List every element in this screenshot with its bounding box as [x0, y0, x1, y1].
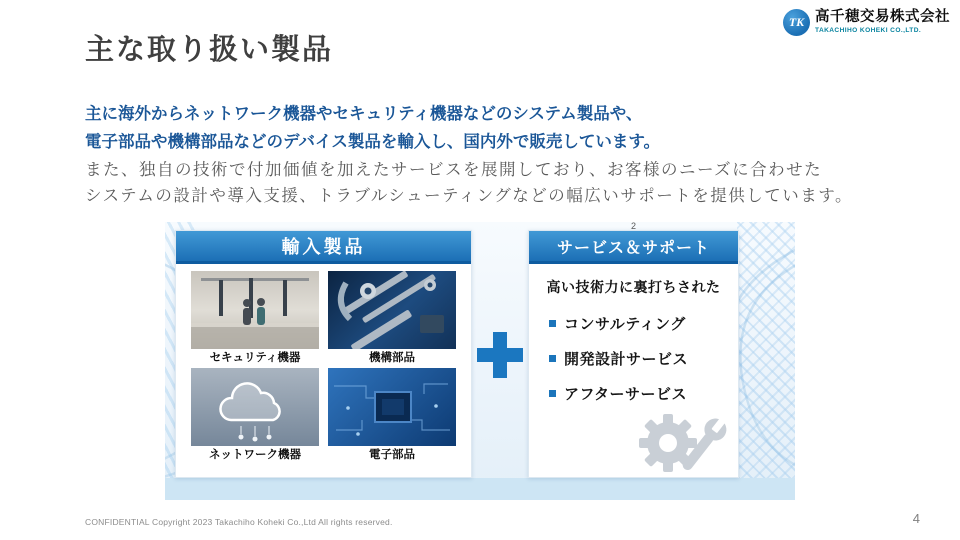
service-support-header: サービス＆サポート	[529, 231, 738, 264]
product-label-mechanical: 機構部品	[369, 352, 415, 364]
products-diagram	[165, 222, 795, 500]
tk-logo-icon: TK	[783, 9, 810, 36]
page-title: 主な取り扱い製品	[85, 34, 334, 66]
security-equipment-image	[191, 271, 319, 349]
service-bullet-consulting: コンサルティング	[564, 316, 686, 333]
bottom-band-decoration	[165, 478, 795, 500]
intro-gray-paragraph	[85, 157, 853, 209]
electronic-parts-image	[328, 368, 456, 446]
right-mesh-decoration	[737, 222, 795, 500]
imported-products-panel	[175, 230, 472, 478]
service-bullet-aftersales: アフターサービス	[564, 386, 687, 403]
company-logo	[783, 9, 950, 36]
company-name-jp: 高千穂交易株式会社	[815, 9, 950, 25]
intro-gray-line2: システムの設計や導入支援、トラブルシューティングなどの幅広いサポートを提供しています。	[85, 187, 853, 205]
bullet-square-icon	[549, 355, 556, 362]
service-support-panel	[528, 221, 739, 478]
service-bullet-list	[549, 313, 738, 404]
product-cell-security	[190, 271, 320, 365]
bullet-square-icon	[549, 320, 556, 327]
gear-wrench-icon	[634, 397, 734, 477]
mechanical-parts-image	[328, 271, 456, 349]
product-cell-network	[190, 368, 320, 462]
list-item	[549, 348, 738, 369]
imported-products-header: 輸入製品	[176, 231, 471, 264]
intro-gray-line1: また、独自の技術で付加価値を加えたサービスを展開しており、お客様のニーズに合わせた	[85, 161, 823, 179]
intro-blue-line2: 電子部品や機構部品などのデバイス製品を輸入し、国内外で販売しています。	[85, 133, 661, 151]
product-label-network: ネットワーク機器	[209, 449, 301, 461]
product-cell-electronic	[327, 368, 457, 462]
product-label-electronic: 電子部品	[369, 449, 415, 461]
page-number: 4	[912, 511, 920, 526]
intro-blue-paragraph	[85, 100, 660, 156]
plus-icon	[477, 332, 523, 378]
service-bullet-development: 開発設計サービス	[564, 351, 689, 368]
list-item	[549, 313, 738, 334]
company-name-en: TAKACHIHO KOHEKI CO.,LTD.	[815, 26, 922, 34]
confidential-note: CONFIDENTIAL Copyright 2023 Takachiho Koheki Co.,Ltd All rights reserved.	[85, 517, 393, 527]
network-equipment-image	[191, 368, 319, 446]
intro-blue-line1: 主に海外からネットワーク機器やセキュリティ機器などのシステム製品や、	[85, 105, 643, 123]
footnote-marker: 2	[631, 221, 637, 231]
product-cell-mechanical	[327, 271, 457, 365]
bullet-square-icon	[549, 390, 556, 397]
service-subtitle: 高い技術力に裏打ちされた	[546, 279, 721, 295]
product-label-security: セキュリティ機器	[209, 352, 301, 364]
product-photo-grid	[176, 264, 471, 462]
